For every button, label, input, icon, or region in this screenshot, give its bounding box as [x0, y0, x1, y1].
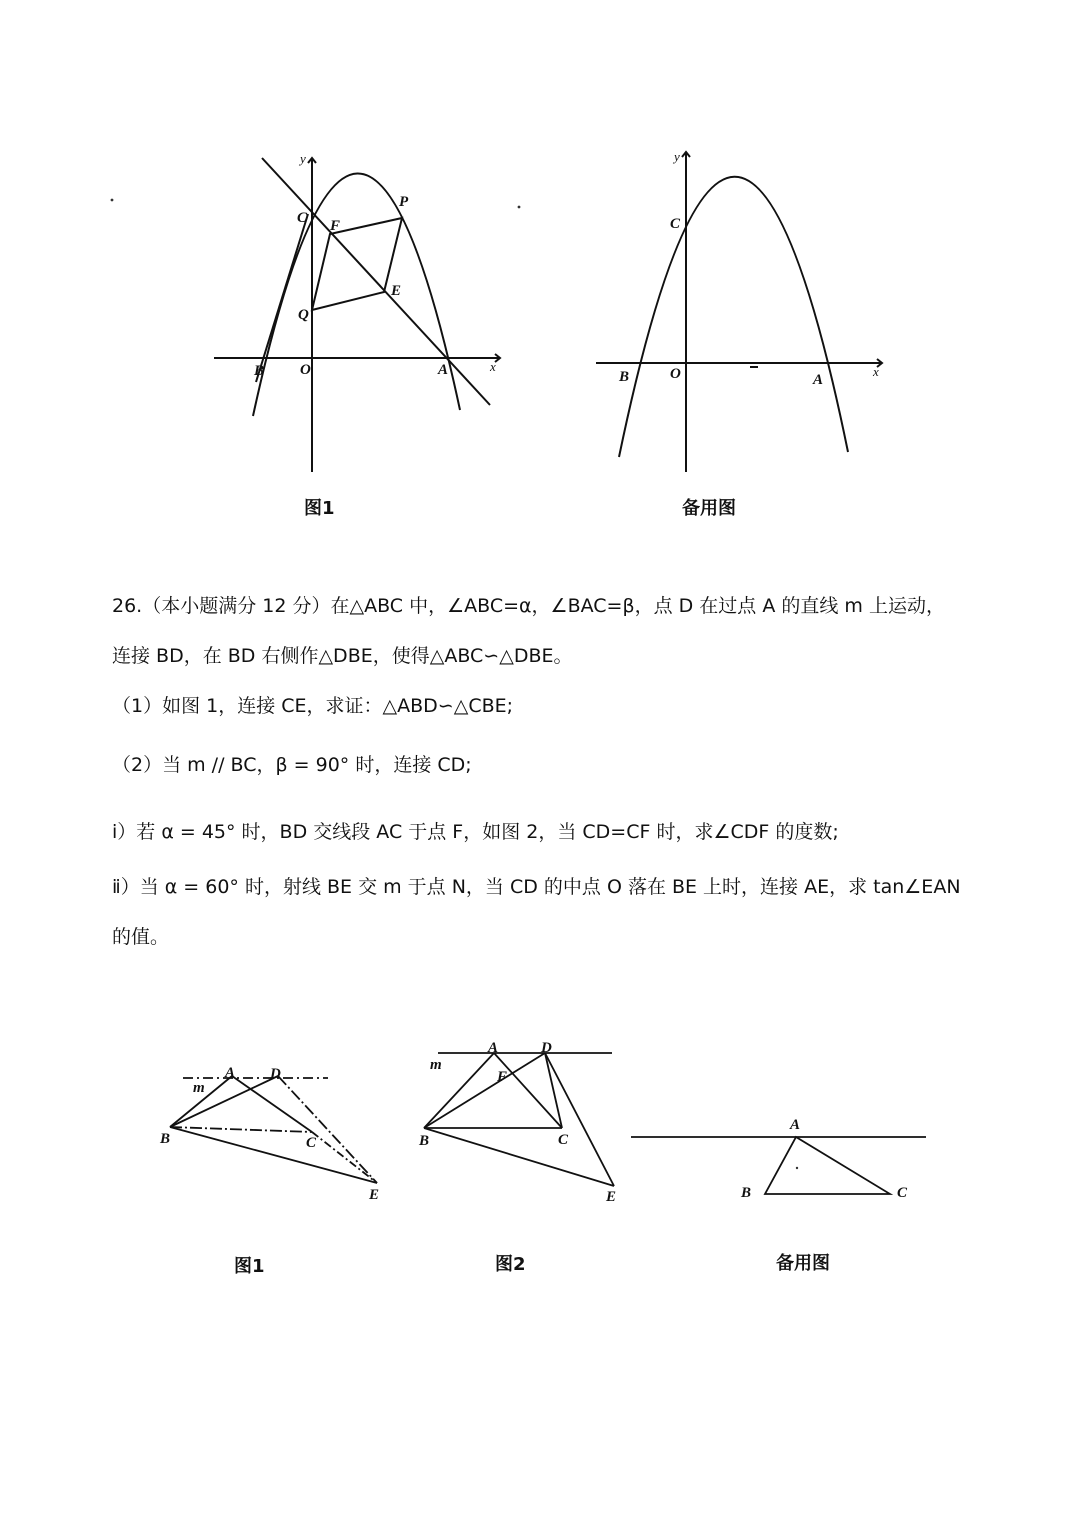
segment-de: [545, 1053, 614, 1186]
problem-26-statement-line-1: 26.（本小题满分 12 分）在△ABC 中，∠ABC=α，∠BAC=β，点 D 在过点 A 的直线 m 上运动，: [112, 595, 945, 617]
segment-bc: [170, 1127, 312, 1132]
point-d-label: D: [541, 1040, 552, 1056]
point-b-label: B: [741, 1185, 752, 1201]
y-axis-label: y: [674, 149, 680, 164]
triangle-figure-2: [424, 1053, 614, 1186]
point-b-label: B: [254, 363, 265, 379]
scan-dot: [518, 206, 521, 209]
x-axis-label: x: [873, 364, 879, 379]
problem-26-part-2-ii: ⅱ）当 α = 60° 时，射线 BE 交 m 于点 N，当 CD 的中点 O 落在 BE 上时，连接 AE，求 tan∠EAN: [112, 876, 961, 898]
line-ac: [262, 158, 490, 405]
point-b-label: B: [619, 369, 630, 385]
problem-26-part-2-i: ⅰ）若 α = 45° 时，BD 交线段 AC 于点 F，如图 2，当 CD=CF 时，求∠CDF 的度数;: [112, 821, 839, 843]
point-a-label: A: [790, 1117, 801, 1133]
triangle-spare-figure: [631, 1137, 926, 1194]
figure-1-parabola: [214, 158, 500, 472]
spare-figure-caption: 备用图: [682, 498, 736, 519]
scan-dot: [796, 1167, 798, 1169]
segment-ac: [494, 1053, 562, 1128]
triangle-figure-1-caption: 图1: [234, 1256, 265, 1277]
point-a-label: A: [225, 1065, 236, 1081]
point-e-label: E: [369, 1187, 380, 1203]
parabola-curve: [619, 177, 848, 457]
point-p-label: P: [399, 194, 409, 210]
line-m-label: m: [193, 1080, 205, 1096]
point-e-label: E: [391, 283, 402, 299]
scan-dot: [111, 199, 114, 202]
segment-ba: [170, 1076, 232, 1127]
figure-1-caption: 图1: [304, 498, 335, 519]
triangle-abc: [765, 1137, 890, 1194]
line-m-label: m: [430, 1057, 442, 1073]
triangle-spare-figure-caption: 备用图: [776, 1253, 830, 1274]
point-o-label: O: [670, 366, 681, 382]
segment-ba: [424, 1053, 494, 1128]
problem-26-part-2-ii-continued: 的值。: [112, 926, 170, 948]
point-q-label: Q: [298, 307, 309, 323]
point-c-label: C: [558, 1132, 569, 1148]
point-c-label: C: [297, 210, 308, 226]
point-d-label: D: [270, 1066, 281, 1082]
segment-de: [278, 1076, 377, 1183]
point-a-label: A: [813, 372, 824, 388]
problem-26-part-1: （1）如图 1，连接 CE，求证：△ABD∽△CBE;: [112, 695, 514, 717]
point-c-label: C: [897, 1185, 908, 1201]
segment-ac: [232, 1076, 312, 1132]
segment-ce: [312, 1132, 377, 1183]
point-o-label: O: [300, 362, 311, 378]
segment-dc: [545, 1053, 562, 1128]
point-c-label: C: [306, 1135, 317, 1151]
x-axis-label: x: [490, 359, 496, 374]
point-b-label: B: [160, 1131, 171, 1147]
triangle-figure-2-caption: 图2: [495, 1254, 526, 1275]
spare-figure-parabola: [596, 152, 882, 472]
point-c-label: C: [670, 216, 681, 232]
point-f-label: F: [330, 218, 341, 234]
segment-bd: [170, 1076, 278, 1127]
triangle-figure-1: [170, 1076, 377, 1183]
point-a-label: A: [488, 1040, 499, 1056]
point-a-label: A: [438, 362, 449, 378]
point-e-label: E: [606, 1189, 617, 1205]
top-figures: [0, 0, 1080, 560]
problem-26-part-2: （2）当 m // BC，β = 90° 时，连接 CD;: [112, 754, 472, 776]
point-b-label: B: [419, 1133, 430, 1149]
segment-be: [424, 1128, 614, 1186]
point-f-label: F: [497, 1069, 508, 1085]
segment-bd: [424, 1053, 545, 1128]
segment-be: [170, 1127, 377, 1183]
y-axis-label: y: [300, 151, 306, 166]
line-bc: [256, 214, 308, 382]
problem-26-statement-line-2: 连接 BD，在 BD 右侧作△DBE，使得△ABC∽△DBE。: [112, 645, 573, 667]
